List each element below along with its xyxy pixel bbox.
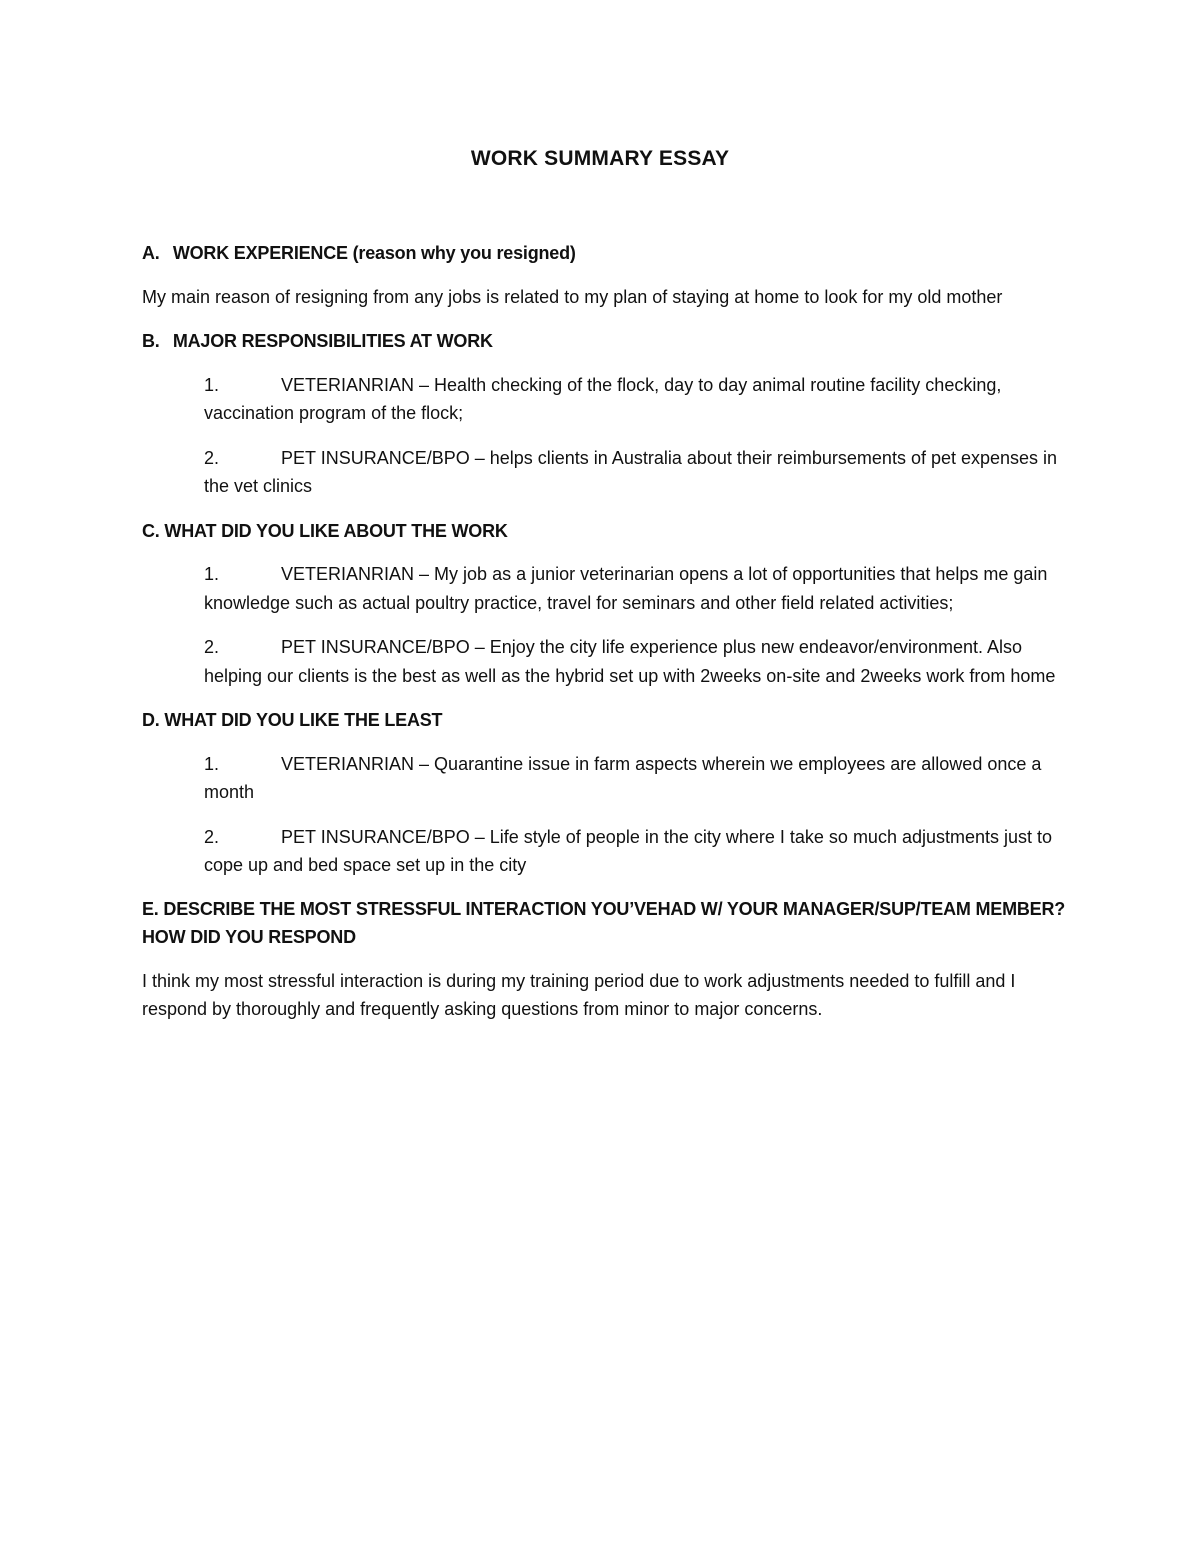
document-body	[142, 239, 1072, 1024]
list-number: 2.	[204, 447, 220, 468]
list-number: 2.	[204, 637, 220, 657]
section-c-title: WHAT DID YOU LIKE ABOUT THE WORK	[164, 520, 508, 541]
section-b-title: MAJOR RESPONSIBILITIES AT WORK	[172, 331, 493, 351]
section-d-item-2	[204, 823, 1072, 880]
list-item-text: VETERIANRIAN – Quarantine issue in farm aspects wherein we employees are allowed once a month	[204, 753, 1042, 802]
list-item-text: PET INSURANCE/BPO – Enjoy the city life experience plus new endeavor/environment. Also helping our clients is the best as well as the hybrid set up with 2weeks on-site and 2weeks work from home	[204, 637, 1056, 686]
list-number: 1.	[204, 564, 220, 584]
list-item-text: VETERIANRIAN – My job as a junior veterinarian opens a lot of opportunities that helps me gain knowledge such as actual poultry practice, travel for seminars and other field related activities;	[204, 564, 1048, 613]
section-a-body: My main reason of resigning from any jobs is related to my plan of staying at home to look for my old mother	[142, 286, 1003, 307]
list-item-text: VETERIANRIAN – Health checking of the flock, day to day animal routine facility checking, vaccination program of the flock;	[204, 374, 1002, 423]
list-item-text: PET INSURANCE/BPO – helps clients in Australia about their reimbursements of pet expenses in the vet clinics	[204, 447, 1058, 496]
section-d-letter: D.	[142, 710, 160, 730]
section-e-title: DESCRIBE THE MOST STRESSFUL INTERACTION YOU’VEHAD W/ YOUR MANAGER/SUP/TEAM MEMBER? HOW DID YOU RESPOND	[142, 898, 1066, 947]
section-b-item-1	[204, 371, 1072, 428]
list-item-text: PET INSURANCE/BPO – Life style of people in the city where I take so much adjustments just to cope up and bed space set up in the city	[204, 826, 1053, 875]
section-d-title: WHAT DID YOU LIKE THE LEAST	[164, 710, 443, 730]
section-e-body: I think my most stressful interaction is during my training period due to work adjustments needed to fulfill and I respond by thoroughly and frequently asking questions from minor to major concerns.	[142, 970, 1016, 1019]
section-c-item-1	[204, 560, 1072, 617]
section-d-heading	[142, 706, 1072, 735]
section-a-heading	[142, 239, 1072, 268]
list-number: 1.	[204, 753, 220, 774]
section-a-title: WORK EXPERIENCE (reason why you resigned)	[172, 243, 576, 263]
section-e-heading	[142, 895, 1072, 952]
section-e-letter: E.	[142, 898, 159, 919]
list-number: 2.	[204, 826, 220, 847]
section-b-heading	[142, 327, 1072, 356]
document-title: WORK SUMMARY ESSAY	[470, 147, 730, 170]
section-c-item-2	[204, 633, 1072, 690]
section-b-item-2	[204, 444, 1072, 501]
section-c-letter: C.	[142, 520, 160, 541]
section-a-letter: A.	[142, 243, 160, 263]
section-b-letter: B.	[142, 331, 160, 351]
section-c-heading	[142, 517, 1072, 546]
list-number: 1.	[204, 374, 220, 395]
section-d-item-1	[204, 750, 1072, 807]
